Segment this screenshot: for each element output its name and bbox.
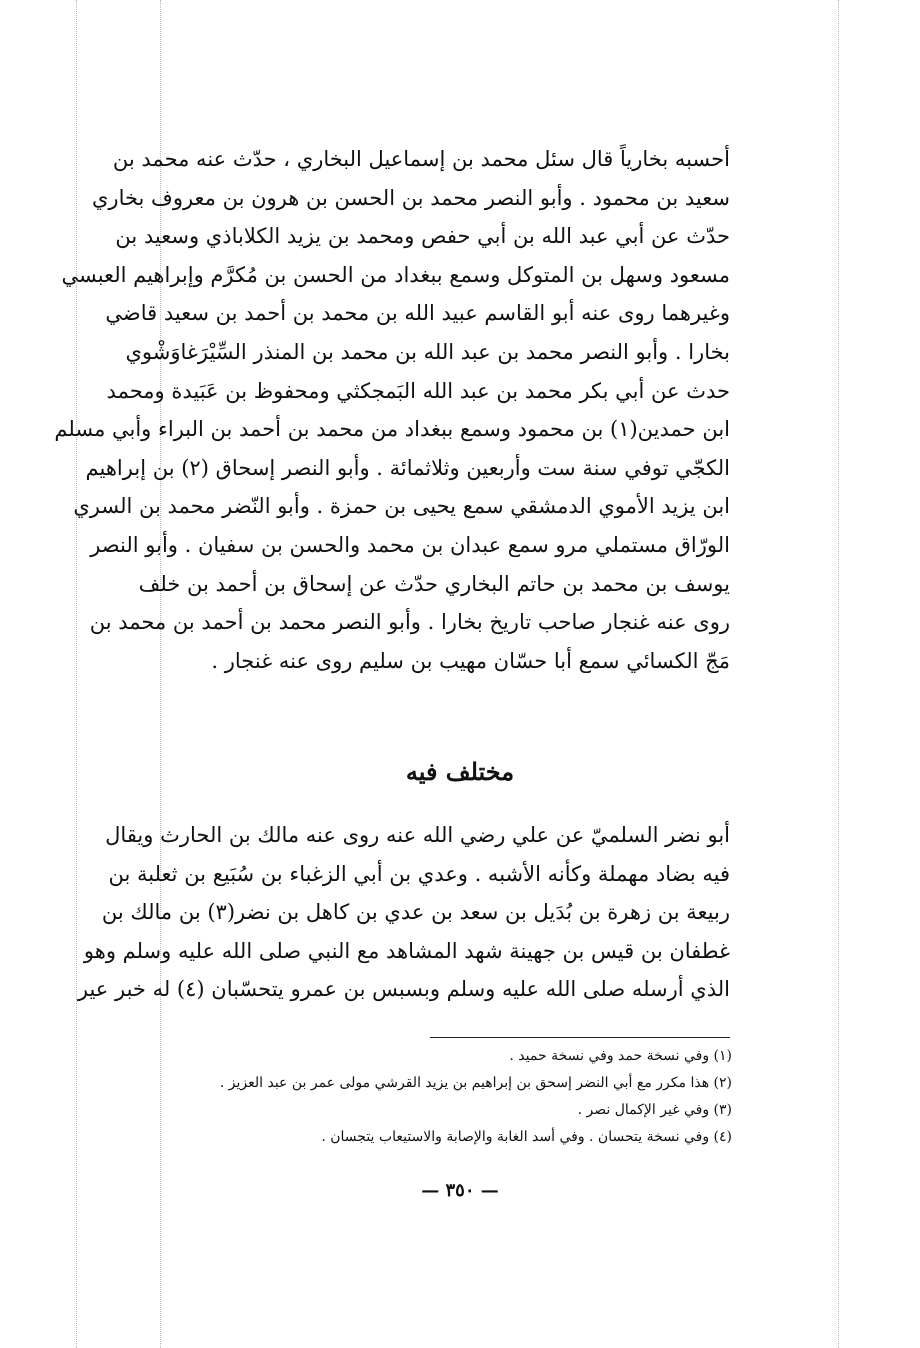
text-line: ربيعة بن زهرة بن بُدَيل بن سعد بن عدي بن كاهل بن نضر(٣) بن مالك بن	[101, 900, 730, 925]
scan-artifact-line	[76, 0, 77, 1348]
footnote: (٣) وفي غير الإكمال نصر .	[577, 1102, 732, 1118]
section-heading: مختلف فيه	[405, 757, 515, 786]
text-line: الكجّي توفي سنة ست وأربعين وثلاثمائة . وأبو النصر إسحاق (٢) بن إبراهيم	[85, 455, 730, 480]
text-line: فيه بضاد مهملة وكأنه الأشبه . وعدي بن أبي الزغباء بن سُبَيع بن ثعلبة بن	[108, 861, 730, 886]
text-line: ابن يزيد الأموي الدمشقي سمع يحيى بن حمزة . وأبو النّضر محمد بن السري	[73, 494, 730, 519]
page-number: — ٣٥٠ —	[421, 1180, 499, 1201]
section-text	[77, 816, 730, 1009]
footnote: (٤) وفي نسخة يتحسان . وفي أسد الغابة والإصابة والاستيعاب يتجسان .	[321, 1129, 732, 1145]
text-line: روى عنه غنجار صاحب تاريخ بخارا . وأبو النصر محمد بن أحمد بن محمد بن	[89, 610, 730, 635]
text-line: مسعود وسهل بن المتوكل وسمع ببغداد من الحسن بن مُكرَّم وإبراهيم العبسي	[61, 262, 730, 287]
text-line: بخارا . وأبو النصر محمد بن عبد الله بن محمد بن المنذر السِّيْرَغاوَشْوي	[125, 339, 730, 364]
text-line: حدّث عن أبي عبد الله بن أبي حفص ومحمد بن يزيد الكلاباذي وسعيد بن	[115, 224, 730, 249]
text-line: حدث عن أبي بكر محمد بن عبد الله البَمجكثي ومحفوظ بن عَبَيدة ومحمد	[106, 378, 730, 403]
text-line: ابن حمدين(١) بن محمود وسمع ببغداد من محمد بن أحمد بن البراء وأبي مسلم	[54, 417, 730, 442]
footnote-separator	[430, 1037, 730, 1038]
footnotes	[172, 1043, 732, 1151]
footnote: (٢) هذا مكرر مع أبي النضر إسحق بن إبراهيم بن يزيد القرشي مولى عمر بن عبد العزيز .	[219, 1075, 732, 1091]
text-line: سعيد بن محمود . وأبو النصر محمد بن الحسن بن هرون بن معروف بخاري	[92, 185, 730, 210]
text-line: وغيرهما روى عنه أبو القاسم عبيد الله بن محمد بن أحمد بن سعيد قاضي	[105, 301, 730, 326]
text-line: يوسف بن محمد بن حاتم البخاري حدّث عن إسحاق بن أحمد بن خلف	[138, 571, 730, 596]
scan-artifact-line	[838, 0, 839, 1348]
main-text	[54, 140, 730, 680]
text-line: الورّاق مستملي مرو سمع عبدان بن محمد والحسن بن سفيان . وأبو النصر	[90, 532, 730, 557]
footnote: (١) وفي نسخة حمد وفي نسخة حميد .	[509, 1048, 732, 1064]
text-line: أحسبه بخارياً قال سئل محمد بن إسماعيل البخاري ، حدّث عنه محمد بن	[112, 147, 730, 171]
text-line: أبو نضر السلميّ عن علي رضي الله عنه روى عنه مالك بن الحارث ويقال	[105, 823, 730, 847]
text-line: الذي أرسله صلى الله عليه وسلم وبسبس بن عمرو يتحسّبان (٤) له خبر عير	[77, 977, 730, 1002]
text-line: غطفان بن قيس بن جهينة شهد المشاهد مع النبي صلى الله عليه وسلم وهو	[83, 938, 730, 963]
text-line: مَجّ الكسائي سمع أبا حسّان مهيب بن سليم روى عنه غنجار .	[211, 648, 730, 673]
